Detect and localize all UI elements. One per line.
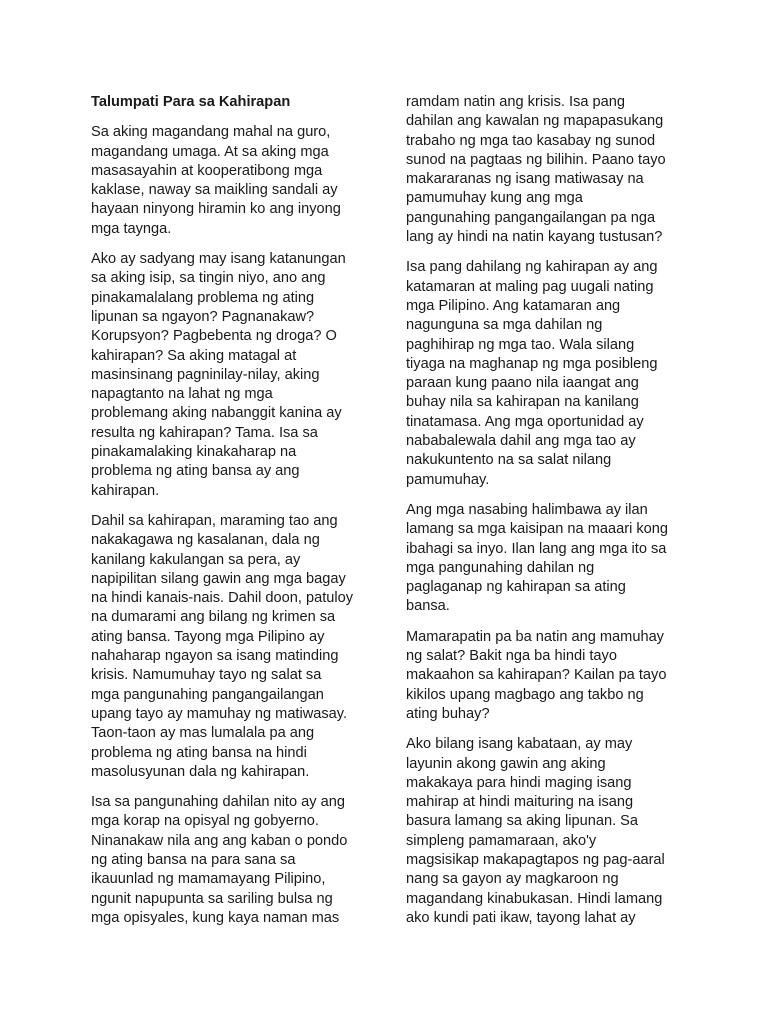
text-line: Taon-taon ay mas lumalala pa ang [91, 725, 315, 742]
paragraph [91, 123, 366, 239]
left-paragraphs [91, 123, 366, 928]
text-line: lipunan sa ngayon? Pagnanakaw? [91, 308, 315, 325]
text-line: Mamarapatin pa ba natin ang mamuhay [406, 628, 664, 645]
text-line: ating bansa. Tayong mga Pilipino ay [91, 628, 325, 645]
text-line: masinsinang pagninilay-nilay, aking [91, 366, 320, 383]
text-line: mga Pilipino. Ang katamaran ang [406, 297, 621, 314]
text-line: krisis. Namumuhay tayo ng salat sa [91, 667, 322, 684]
text-line: ikauunlad ng mamamayang Pilipino, [91, 871, 326, 888]
text-line: mga korap na opisyal ng gobyerno. [91, 813, 319, 830]
text-line: trabaho ng mga tao kasabay ng sunod [406, 132, 656, 149]
text-line: Ako bilang isang kabataan, ay may [406, 736, 633, 753]
text-line: kanilang kakulangan sa pera, ay [91, 551, 301, 568]
text-line: nagunguna sa mga dahilan ng [406, 317, 603, 334]
text-line: pangunahing pangangailangan pa nga [406, 209, 656, 226]
text-line: paghihirap ng mga tao. Wala silang [406, 336, 635, 353]
text-line: magandang umaga. At sa aking mga [91, 143, 329, 160]
text-line: nakukuntento na sa salat nilang [406, 452, 612, 469]
text-line: dahilan ang kawalan ng mapapasukang [406, 113, 664, 130]
text-line: problemang aking nabanggit kanina ay [91, 405, 342, 422]
text-line: layunin akong gawin ang aking [406, 755, 606, 772]
text-line: ng salat? Bakit nga ba hindi tayo [406, 648, 617, 665]
paragraph [91, 250, 366, 501]
paragraph [91, 793, 366, 928]
text-line: paraan kung paano nila iaangat ang [406, 375, 639, 392]
text-line: basura lamang sa aking lipunan. Sa [406, 813, 639, 830]
text-line: kahirapan. [91, 482, 160, 499]
text-line: magsisikap makapagtapos ng pag-aaral [406, 851, 665, 868]
text-line: napipilitan silang gawin ang mga bagay [91, 570, 346, 587]
text-line: magandang kinabukasan. Hindi lamang [406, 890, 663, 907]
paragraph [91, 512, 366, 782]
text-line: pamumuhay. [406, 471, 490, 488]
paragraph [406, 258, 678, 490]
text-line: sa aking isip, sa tingin niyo, ano ang [91, 270, 326, 287]
text-line: mga pangunahing dahilan ng [406, 559, 595, 576]
text-line: makaahon sa kahirapan? Kailan pa tayo [406, 667, 667, 684]
text-line: nakakagawa ng kasalanan, dala ng [91, 532, 320, 549]
text-line: kikilos upang magbago ang takbo ng [406, 686, 644, 703]
text-line: Isa pang dahilang ng kahirapan ay ang [406, 259, 658, 276]
text-line: tinatamasa. Ang mga oportunidad ay [406, 413, 644, 430]
text-line: hayaan ninyong hiramin ko ang inyong [91, 201, 341, 218]
text-line: pinakamalalang problema ng ating [91, 289, 315, 306]
text-line: kaklase, naway sa maikling sandali ay [91, 182, 338, 199]
right-column [406, 93, 678, 939]
text-line: bansa. [406, 598, 450, 615]
right-paragraphs [406, 93, 678, 928]
text-line: problema ng ating bansa ay ang [91, 463, 300, 480]
text-line: ako kundi pati ikaw, tayong lahat ay [406, 909, 636, 926]
text-line: paglaganap ng kahirapan sa ating [406, 579, 626, 596]
text-line: pinakamalaking kinakaharap na [91, 444, 297, 461]
text-line: lamang sa mga kaisipan na maaari kong [406, 521, 669, 538]
text-line: katamaran at maling pag uugali nating [406, 278, 654, 295]
text-line: pamumuhay kung ang mga [406, 190, 583, 207]
left-column [91, 93, 366, 939]
text-line: na dumarami ang bilang ng krimen sa [91, 609, 336, 626]
text-line: masasayahin at kooperatibong mga [91, 162, 323, 179]
text-line: na hindi kanais-nais. Dahil doon, patuloy [91, 590, 354, 607]
text-line: ating buhay? [406, 705, 490, 722]
text-line: upang tayo ay mamuhay ng matiwasay. [91, 705, 348, 722]
text-line: kahirapan? Sa aking matagal at [91, 347, 297, 364]
text-line: problema ng ating bansa na hindi [91, 744, 307, 761]
text-line: ngunit napupunta sa sariling bulsa ng [91, 890, 333, 907]
text-line: simpleng pamamaraan, ako'y [406, 832, 597, 849]
text-line: Ninanakaw nila ang ang kaban o pondo [91, 832, 348, 849]
text-line: Isa sa pangunahing dahilan nito ay ang [91, 794, 345, 811]
text-line: buhay nila sa kahirapan na kanilang [406, 394, 639, 411]
text-line: Ako ay sadyang may isang katanungan [91, 251, 346, 268]
text-line: lang ay hindi na natin kayang tustusan? [406, 229, 663, 246]
text-line: ibahagi sa inyo. Ilan lang ang mga ito sa [406, 540, 667, 557]
text-line: ramdam natin ang krisis. Isa pang [406, 94, 626, 110]
paragraph [406, 735, 678, 928]
text-line: nahaharap ngayon sa isang matinding [91, 648, 339, 665]
text-line: nababalewala dahil ang mga tao ay [406, 433, 636, 450]
text-line: Korupsyon? Pagbebenta ng droga? O [91, 328, 337, 345]
text-line: tiyaga na maghanap ng mga posibleng [406, 355, 658, 372]
text-line: sunod na pagtaas ng bilihin. Paano tayo [406, 151, 666, 168]
document-title: Talumpati Para sa Kahirapan [91, 94, 291, 110]
paragraph [406, 93, 678, 247]
text-line: napagtanto na lahat ng mga [91, 386, 273, 403]
text-line: masolusyunan dala ng kahirapan. [91, 763, 310, 780]
text-line: mga taynga. [91, 220, 172, 237]
text-line: Dahil sa kahirapan, maraming tao ang [91, 512, 338, 529]
text-line: makakaya para hindi maging isang [406, 774, 632, 791]
paragraph [406, 501, 678, 617]
text-line: makararanas ng isang matiwasay na [406, 171, 644, 188]
text-line: mga opisyales, kung kaya naman mas [91, 909, 340, 926]
text-line: mga pangunahing pangangailangan [91, 686, 324, 703]
text-line: nang sa gayon ay magkaroon ng [406, 871, 619, 888]
text-line: Sa aking magandang mahal na guro, [91, 124, 331, 141]
text-line: mahirap at hindi maituring na isang [406, 794, 634, 811]
text-line: resulta ng kahirapan? Tama. Isa sa [91, 424, 318, 441]
paragraph [406, 628, 678, 724]
text-line: ng ating bansa na para sana sa [91, 851, 296, 868]
text-line: Ang mga nasabing halimbawa ay ilan [406, 501, 648, 518]
